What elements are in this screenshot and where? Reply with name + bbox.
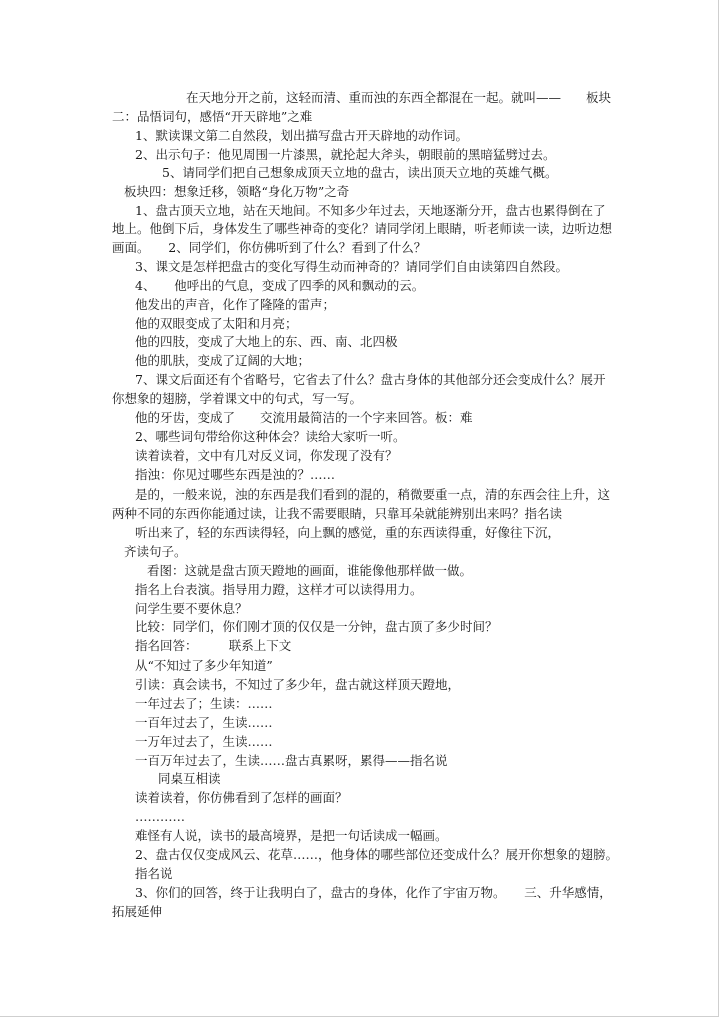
text-line: 读着读着，你仿佛看到了怎样的画面？: [135, 790, 348, 805]
text-line: 他发出的声音，化作了隆隆的雷声；: [135, 297, 336, 312]
text-line: 齐读句子。: [124, 544, 187, 559]
text-line: 他的牙齿，变成了 交流用最简洁的一个字来回答。板：难: [135, 410, 473, 425]
text-line: 是的，一般来说，浊的东西是我们看到的混的，稍微要重一点，清的东西会往上升，这: [135, 487, 611, 502]
text-line: 同桌互相读: [158, 771, 221, 786]
text-line: 拓展延伸: [112, 904, 163, 919]
text-line: 引读：真会读书，不知过了多少年，盘古就这样顶天蹬地，: [135, 677, 461, 692]
text-line: 1、默读课文第二自然段，划出描写盘古开天辟地的动作词。: [135, 128, 468, 143]
text-line: 7、课文后面还有个省略号，它省去了什么？盘古身体的其他部分还会变成什么？展开: [135, 372, 606, 387]
text-line: 画面。 2、同学们，你仿佛听到了什么？看到了什么？: [112, 240, 427, 255]
text-line: 地上。他倒下后，身体发生了哪些神奇的变化？请同学闭上眼睛，听老师读一读，边听边想: [112, 221, 613, 236]
text-line: 一年过去了；生读：……: [135, 696, 273, 711]
text-line: 问学生要不要休息？: [135, 601, 248, 616]
text-line: 难怪有人说，读书的最高境界，是把一句话读成一幅画。: [135, 828, 448, 843]
text-line: 他的四肢，变成了大地上的东、西、南、北四极: [135, 334, 398, 349]
text-line: 2、盘古仅仅变成风云、花草……，他身体的哪些部位还变成什么？展开你想象的翅膀。: [135, 847, 618, 862]
text-line: 板块四：想象迁移，领略“身化万物”之奇: [124, 184, 350, 199]
text-line: 指名上台表演。指导用力蹬，这样才可以读得用力。: [135, 582, 423, 597]
text-line: 5、请同学们把自己想象成顶天立地的盘古，读出顶天立地的英雄气概。: [162, 165, 558, 180]
text-line: 2、出示句子：他见周围一片漆黑，就抡起大斧头，朝眼前的黑暗猛劈过去。: [135, 147, 556, 162]
text-line: 比较：同学们，你们刚才顶的仅仅是一分钟，盘古顶了多少时间？: [135, 619, 498, 634]
text-line: 看图：这就是盘古顶天蹬地的画面，谁能像他那样做一做。: [147, 563, 473, 578]
text-line: 指名说: [135, 866, 173, 881]
text-line: 在天地分开之前，这轻而清、重而浊的东西全都混在一起。就叫—— 板块: [186, 90, 612, 105]
text-line: 2、哪些词句带给你这种体会？读给大家听一听。: [135, 429, 406, 444]
text-line: 3、你们的回答，终于让我明白了，盘古的身体，化作了宇宙万物。 三、升华感情，: [135, 885, 612, 900]
text-line: 二：品悟词句，感悟“开天辟地”之难: [112, 109, 313, 124]
text-line: 1、盘古顶天立地，站在天地间。不知多少年过去，天地逐渐分开，盘古也累得倒在了: [135, 203, 606, 218]
text-line: 指浊：你见过哪些东西是浊的？……: [135, 467, 336, 482]
text-line: 从“不知过了多少年知道”: [135, 658, 273, 673]
text-line: 他的双眼变成了太阳和月亮；: [135, 316, 298, 331]
text-line: 3、课文是怎样把盘古的变化写得生动而神奇的？请同学们自由读第四自然段。: [135, 259, 568, 274]
text-line: 两种不同的东西你能通过读，让我不需要眼睛，只靠耳朵就能辨别出来吗？指名读: [112, 506, 563, 521]
text-line: …………: [135, 809, 185, 824]
text-line: 一百年过去了，生读……: [135, 715, 273, 730]
text-line: 你想象的翅膀，学着课文中的句式，写一写。: [112, 391, 363, 406]
text-line: 一万年过去了，生读……: [135, 734, 273, 749]
text-line: 读着读着，文中有几对反义词，你发现了没有？: [135, 448, 398, 463]
text-line: 一百万年过去了，生读……盘古真累呀，累得——指名说: [135, 753, 448, 768]
text-line: 听出来了，轻的东西读得轻，向上飘的感觉，重的东西读得重，好像往下沉，: [135, 525, 561, 540]
text-line: 他的肌肤，变成了辽阔的大地；: [135, 353, 311, 368]
text-line: 4、 他呼出的气息，变成了四季的风和飘动的云。: [135, 278, 425, 293]
text-line: 指名回答： 联系上下文: [135, 638, 292, 653]
